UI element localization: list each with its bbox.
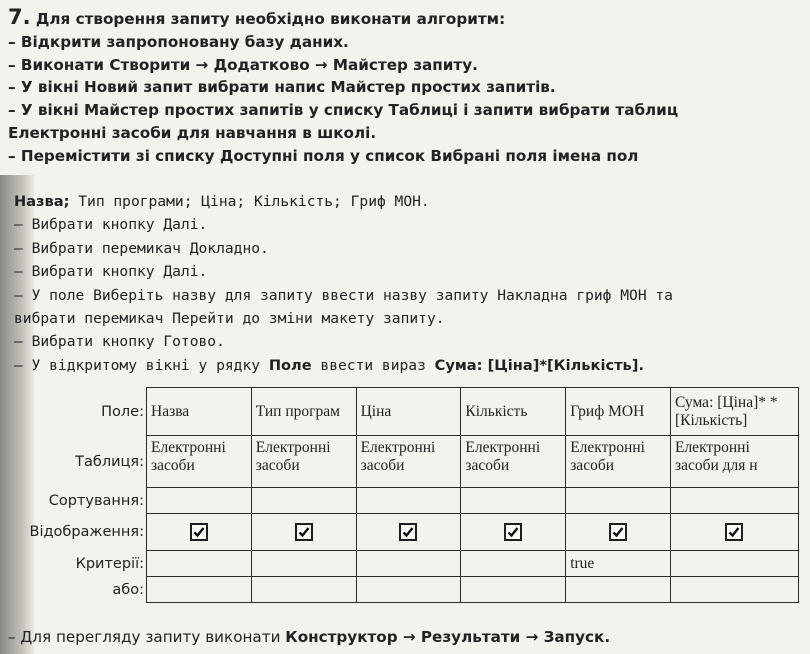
show-checkbox[interactable]	[504, 523, 522, 541]
step-line: – У поле Виберіть назву для запиту ввести назву запиту Накладна гриф МОН та	[14, 286, 673, 304]
grid-table-cell[interactable]: Електронні засоби	[461, 436, 566, 488]
grid-show-cell	[356, 514, 461, 551]
show-checkbox[interactable]	[295, 523, 313, 541]
expression-formula: Сума: [Ціна]*[Кількість].	[434, 356, 644, 374]
show-checkbox[interactable]	[609, 523, 627, 541]
step-line: вибрати перемикач Перейти до зміни макету запиту.	[14, 310, 445, 328]
grid-or-cell[interactable]	[147, 577, 252, 603]
task-heading	[8, 6, 804, 31]
grid-field-cell[interactable]: Тип програм	[251, 388, 356, 436]
grid-show-cell	[670, 514, 798, 551]
show-checkbox[interactable]	[725, 523, 743, 541]
fields-rest: Тип програми; Ціна; Кількість; Гриф МОН.	[69, 193, 430, 210]
grid-criteria-cell[interactable]: true	[566, 551, 671, 577]
step-line: – Перемістити зі списку Доступні поля у список Вибрані поля імена пол	[8, 146, 639, 165]
step-line: – Вибрати кнопку Далі.	[14, 263, 208, 281]
grid-table-cell[interactable]: Електронні засоби	[147, 436, 252, 488]
task-number: 7.	[8, 5, 31, 29]
intro-block	[8, 6, 804, 168]
grid-or-cell[interactable]	[670, 577, 798, 603]
grid-sort-cell[interactable]	[251, 488, 356, 514]
grid-field-cell[interactable]: Гриф МОН	[566, 388, 671, 436]
grid-row-or	[8, 577, 799, 603]
expression-mid: ввести вираз	[311, 356, 435, 374]
step-line: – У вікні Новий запит вибрати напис Майстер простих запитів.	[8, 78, 556, 97]
step-line: Електронні засоби для навчання в школі.	[8, 123, 377, 142]
grid-sort-cell[interactable]	[147, 488, 252, 514]
grid-or-cell[interactable]	[356, 577, 461, 603]
step-line: – Виконати Створити → Додатково → Майстер запиту.	[8, 55, 478, 74]
grid-sort-cell[interactable]	[670, 488, 798, 514]
grid-sort-cell[interactable]	[356, 488, 461, 514]
heading-text: Для створення запиту необхідно виконати алгоритм:	[35, 10, 506, 28]
grid-criteria-cell[interactable]	[251, 551, 356, 577]
grid-table-cell[interactable]: Електронні засоби	[356, 436, 461, 488]
grid-or-cell[interactable]	[566, 577, 671, 603]
grid-show-cell	[461, 514, 566, 551]
grid-criteria-cell[interactable]	[356, 551, 461, 577]
final-instruction	[8, 628, 610, 646]
expression-line	[14, 354, 804, 377]
grid-table-cell[interactable]: Електронні засоби для н	[670, 436, 798, 488]
row-label-sort: Сортування:	[48, 492, 144, 509]
grid-field-cell[interactable]: Кількість	[461, 388, 566, 436]
step-line: – У вікні Майстер простих запитів у списку Таблиці і запити вибрати таблиц	[8, 101, 679, 120]
grid-show-cell	[251, 514, 356, 551]
fields-first: Назва;	[14, 193, 70, 210]
step-line: – Відкрити запропоновану базу даних.	[8, 32, 349, 51]
step-line: – Вибрати кнопку Далі.	[14, 216, 208, 234]
grid-or-cell[interactable]	[251, 577, 356, 603]
grid-criteria-cell[interactable]	[147, 551, 252, 577]
step-line: – Вибрати перемикач Докладно.	[14, 239, 269, 257]
grid-or-cell[interactable]	[461, 577, 566, 603]
grid-row-criteria	[8, 551, 799, 577]
grid-row-sort	[8, 488, 799, 514]
show-checkbox[interactable]	[190, 523, 208, 541]
grid-criteria-cell[interactable]	[670, 551, 798, 577]
row-label-field: Поле:	[101, 403, 144, 420]
final-pre: – Для перегляду запиту виконати	[8, 628, 286, 646]
row-label-show: Відображення:	[29, 524, 144, 540]
row-label-table: Таблиця:	[75, 453, 144, 470]
query-design-grid	[8, 387, 799, 603]
grid-show-cell	[147, 514, 252, 551]
grid-field-cell[interactable]: Ціна	[356, 388, 461, 436]
expression-bold-field: Поле	[268, 356, 312, 374]
grid-table-cell[interactable]: Електронні засоби	[251, 436, 356, 488]
grid-table-cell[interactable]: Електронні засоби	[566, 436, 671, 488]
grid-field-cell[interactable]: Назва	[147, 388, 252, 436]
expression-pre: – У відкритому вікні у рядку	[14, 356, 269, 374]
final-path: Конструктор → Результати → Запуск.	[285, 628, 611, 646]
grid-sort-cell[interactable]	[566, 488, 671, 514]
grid-sort-cell[interactable]	[461, 488, 566, 514]
grid-row-table	[8, 436, 799, 488]
row-label-or: або:	[112, 581, 144, 598]
grid-criteria-cell[interactable]	[461, 551, 566, 577]
grid-row-field	[8, 388, 799, 436]
show-checkbox[interactable]	[399, 523, 417, 541]
row-label-criteria: Критерії:	[75, 555, 144, 572]
steps-block	[14, 190, 804, 377]
grid-field-cell[interactable]: Сума: [Ціна]* *[Кількість]	[670, 388, 798, 436]
step-line: – Вибрати кнопку Готово.	[14, 333, 225, 351]
grid-row-show	[8, 514, 799, 551]
grid-show-cell	[566, 514, 671, 551]
fields-line	[14, 190, 804, 213]
